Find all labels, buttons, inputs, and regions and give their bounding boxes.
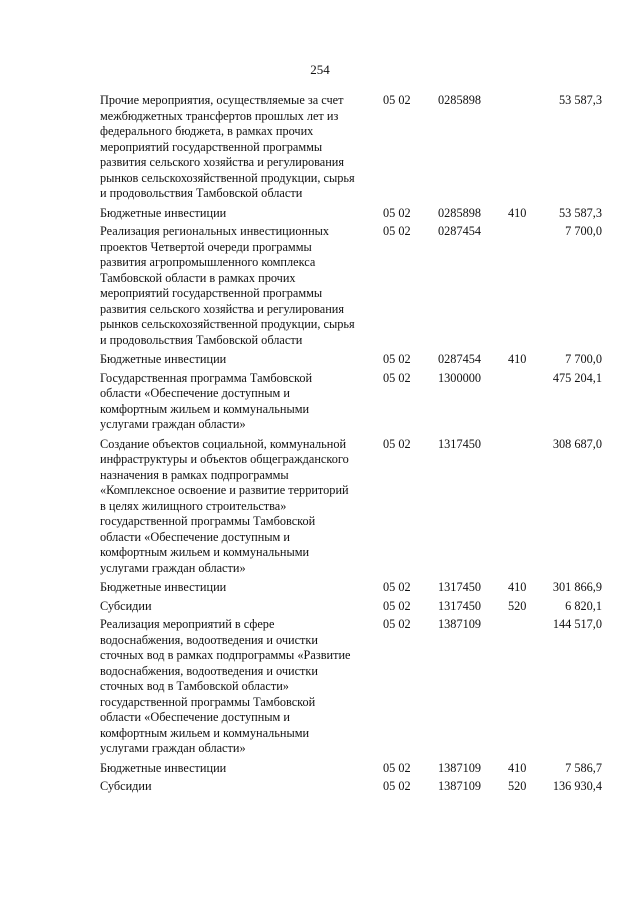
row-description: Бюджетные инвестиции (100, 580, 227, 594)
row-description: Реализация региональных инвестиционных проектов Четвертой очереди программы развития агропромышленного комплекса Тамбовской области в рамках прочих мероприятий государственной программы развития сельского хозяйства и регулирования рынков сельскохозяйственной продукции, сырья и продовольствия Тамбовской области (100, 224, 355, 347)
row-section-code: 05 02 (383, 436, 411, 451)
row-target-code: 1317450 (438, 580, 482, 594)
table-row (100, 599, 610, 615)
page-number: 254 (310, 62, 330, 77)
row-section-code: 05 02 (383, 580, 411, 594)
row-description: Субсидии (100, 779, 152, 793)
row-amount: 7 700,0 (565, 224, 602, 238)
row-amount: 301 866,9 (552, 580, 602, 594)
row-expense-type: 410 (508, 760, 527, 775)
row-section-code: 05 02 (383, 779, 411, 793)
row-expense-type (508, 224, 548, 348)
row-description: Бюджетные инвестиции (100, 205, 227, 220)
row-expense-type (508, 617, 548, 757)
row-amount: 6 820,1 (565, 598, 602, 613)
row-amount: 7 586,7 (565, 760, 602, 775)
row-expense-type: 520 (508, 598, 527, 613)
row-description: Создание объектов социальной, коммунальной инфраструктуры и объектов общегражданского назначения в рамках подпрограммы «Комплексное освоение и развитие территорий в целях жилищного строительства» государственной программы Тамбовской области «Обеспечение доступным и комфортным жильем и коммунальными услугами граждан области» (100, 436, 349, 575)
row-target-code: 1387109 (438, 779, 482, 793)
row-target-code: 1317450 (438, 598, 482, 613)
table-row (100, 352, 610, 368)
row-amount: 53 587,3 (558, 93, 602, 107)
table-row (100, 761, 610, 777)
row-expense-type: 410 (508, 205, 527, 220)
table-row (100, 437, 610, 577)
row-section-code: 05 02 (383, 224, 411, 238)
row-expense-type: 410 (508, 580, 527, 594)
table-row (100, 224, 610, 348)
row-description: Государственная программа Тамбовской области «Обеспечение доступным и комфортным жильем и коммунальными услугами граждан области» (100, 370, 313, 431)
row-expense-type: 410 (508, 352, 527, 366)
table-row (100, 371, 610, 433)
row-expense-type (508, 93, 548, 202)
row-section-code: 05 02 (383, 598, 411, 613)
row-expense-type (508, 371, 548, 433)
row-amount: 308 687,0 (552, 436, 602, 451)
row-description: Прочие мероприятия, осуществляемые за счет межбюджетных трансфертов прошлых лет из федерального бюджета, в рамках прочих мероприятий государственной программы развития сельского хозяйства и регулирования рынков сельскохозяйственной продукции, сырья и продовольствия Тамбовской области (100, 93, 355, 200)
table-row (100, 580, 610, 596)
row-section-code: 05 02 (383, 352, 411, 366)
row-description: Бюджетные инвестиции (100, 760, 227, 775)
row-target-code: 0287454 (438, 224, 482, 238)
table-row (100, 779, 610, 795)
row-target-code: 1300000 (438, 370, 482, 385)
budget-table (100, 93, 610, 798)
row-section-code: 05 02 (383, 370, 411, 385)
table-row (100, 93, 610, 202)
row-amount: 136 930,4 (552, 779, 602, 793)
row-description: Бюджетные инвестиции (100, 352, 227, 366)
row-section-code: 05 02 (383, 760, 411, 775)
row-section-code: 05 02 (383, 205, 411, 220)
row-section-code: 05 02 (383, 617, 411, 631)
row-amount: 7 700,0 (565, 352, 602, 366)
row-expense-type (508, 437, 548, 577)
row-amount: 475 204,1 (552, 370, 602, 385)
row-description: Субсидии (100, 598, 152, 613)
row-target-code: 1387109 (438, 760, 482, 775)
row-target-code: 1387109 (438, 617, 482, 631)
row-amount: 53 587,3 (558, 205, 602, 220)
row-target-code: 0285898 (438, 205, 482, 220)
row-target-code: 0287454 (438, 352, 482, 366)
row-target-code: 0285898 (438, 93, 482, 107)
row-target-code: 1317450 (438, 436, 482, 451)
row-section-code: 05 02 (383, 93, 411, 107)
table-row (100, 617, 610, 757)
row-expense-type: 520 (508, 779, 527, 793)
row-amount: 144 517,0 (552, 617, 602, 631)
row-description: Реализация мероприятий в сфере водоснабжения, водоотведения и очистки сточных вод в рамках подпрограммы «Развитие водоснабжения, водоотведения и очистки сточных вод в Тамбовской области» государственной программы Тамбовской области «Обеспечение доступным и комфортным жильем и коммунальными услугами граждан области» (100, 617, 351, 755)
table-row (100, 206, 610, 222)
